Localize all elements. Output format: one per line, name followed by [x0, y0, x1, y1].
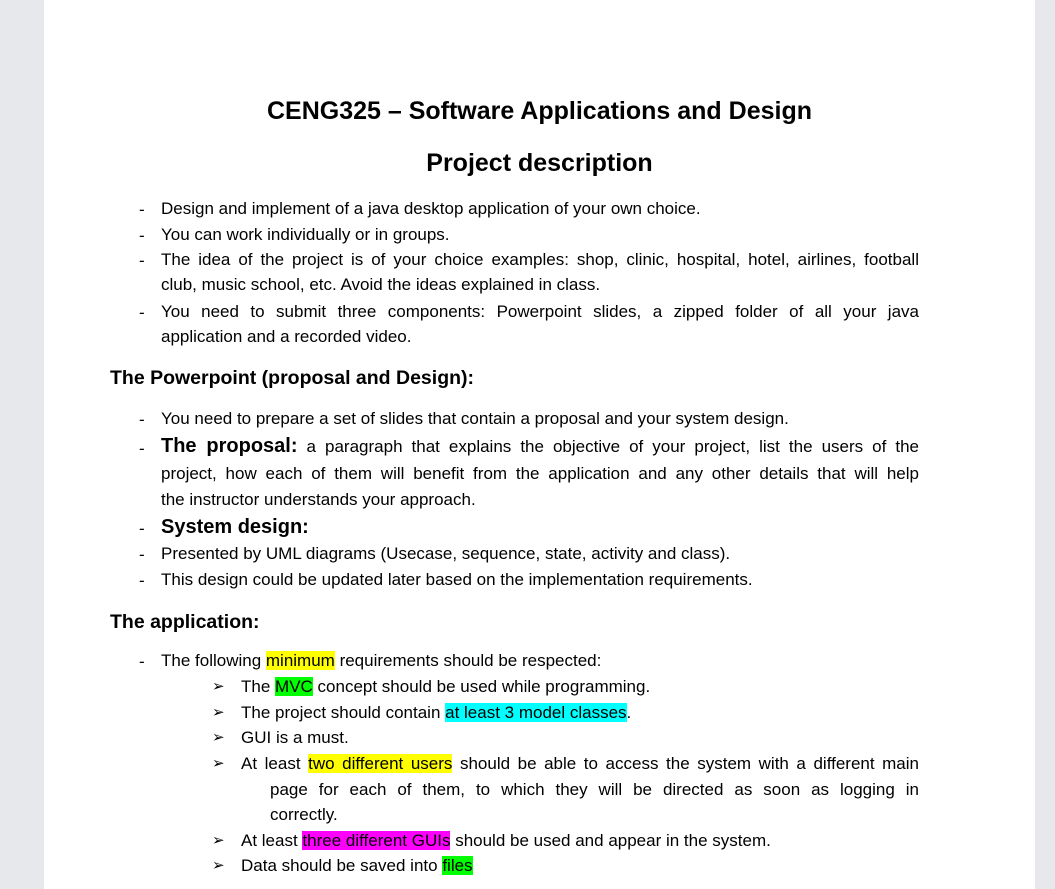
bullet-marker: -	[139, 652, 145, 671]
proposal-text: a paragraph that explains the objective of your project, list the users of the	[297, 437, 919, 456]
powerpoint-bullet-5: This design could be updated later based on the implementation requirements.	[161, 570, 753, 589]
req-model-post: .	[626, 703, 632, 722]
bullet-marker: -	[139, 519, 145, 538]
highlight-two-users: two different users	[308, 754, 453, 773]
proposal-line-3: the instructor understands your approach.	[161, 490, 476, 509]
bullet-marker: -	[139, 571, 145, 590]
req-guis-pre: At least	[241, 831, 303, 850]
req-post: requirements should be respected:	[334, 651, 602, 670]
bullet-marker: -	[139, 200, 145, 219]
powerpoint-bullet-4: Presented by UML diagrams (Usecase, sequence, state, activity and class).	[161, 544, 731, 563]
req-users-post: should be able to access the system with a different main	[452, 754, 919, 773]
req-guis-post: should be used and appear in the system.	[450, 831, 771, 850]
system-design-label: System design:	[161, 516, 309, 538]
requirement-files	[241, 856, 473, 876]
intro-bullet-4-line-1: You need to submit three components: Powerpoint slides, a zipped folder of all your java	[161, 302, 919, 321]
intro-bullet-3-line-2: club, music school, etc. Avoid the ideas explained in class.	[161, 275, 601, 294]
arrow-bullet-icon: ➢	[212, 704, 225, 721]
requirement-mvc	[241, 677, 650, 697]
intro-bullet-3-line-1: The idea of the project is of your choice examples: shop, clinic, hospital, hotel, airlines, football	[161, 250, 919, 269]
bullet-marker: -	[139, 226, 145, 245]
intro-bullet-4-line-2: application and a recorded video.	[161, 327, 412, 346]
proposal-line-1	[161, 436, 919, 457]
arrow-bullet-icon: ➢	[212, 755, 225, 772]
highlight-minimum: minimum	[265, 651, 335, 670]
req-pre: The following	[161, 651, 266, 670]
document-page	[44, 0, 1035, 889]
bullet-marker: -	[139, 545, 145, 564]
requirement-model-classes	[241, 703, 631, 723]
arrow-bullet-icon: ➢	[212, 832, 225, 849]
requirement-gui: GUI is a must.	[241, 728, 349, 747]
highlight-mvc: MVC	[275, 677, 313, 696]
arrow-bullet-icon: ➢	[212, 857, 225, 874]
arrow-bullet-icon: ➢	[212, 678, 225, 695]
intro-bullet-2: You can work individually or in groups.	[161, 225, 450, 244]
requirement-users-line-1	[241, 754, 919, 774]
requirement-users-line-3: correctly.	[270, 805, 338, 824]
bullet-marker: -	[139, 439, 145, 458]
highlight-files: files	[442, 856, 473, 875]
req-mvc-pre: The	[241, 677, 276, 696]
intro-bullet-1: Design and implement of a java desktop application of your own choice.	[161, 199, 701, 218]
bullet-marker: -	[139, 303, 145, 322]
section-heading-application: The application:	[110, 611, 260, 633]
highlight-model-classes: at least 3 model classes	[445, 703, 627, 722]
document-title: CENG325 – Software Applications and Design	[266, 97, 813, 125]
document-subtitle: Project description	[426, 149, 653, 177]
bullet-marker: -	[139, 410, 145, 429]
bullet-marker: -	[139, 251, 145, 270]
powerpoint-bullet-1: You need to prepare a set of slides that contain a proposal and your system design.	[161, 409, 789, 428]
proposal-label: The proposal:	[161, 435, 298, 457]
req-users-pre: At least	[241, 754, 309, 773]
requirement-users-line-2: page for each of them, to which they will be directed as soon as logging in	[270, 780, 919, 799]
highlight-three-guis: three different GUIs	[302, 831, 451, 850]
req-model-pre: The project should contain	[241, 703, 446, 722]
req-mvc-post: concept should be used while programming.	[312, 677, 651, 696]
req-files-pre: Data should be saved into	[241, 856, 443, 875]
section-heading-powerpoint: The Powerpoint (proposal and Design):	[110, 367, 475, 389]
requirement-guis	[241, 831, 771, 851]
requirements-intro	[161, 651, 601, 671]
proposal-line-2: project, how each of them will benefit from the application and any other details that will help	[161, 464, 919, 483]
arrow-bullet-icon: ➢	[212, 729, 225, 746]
